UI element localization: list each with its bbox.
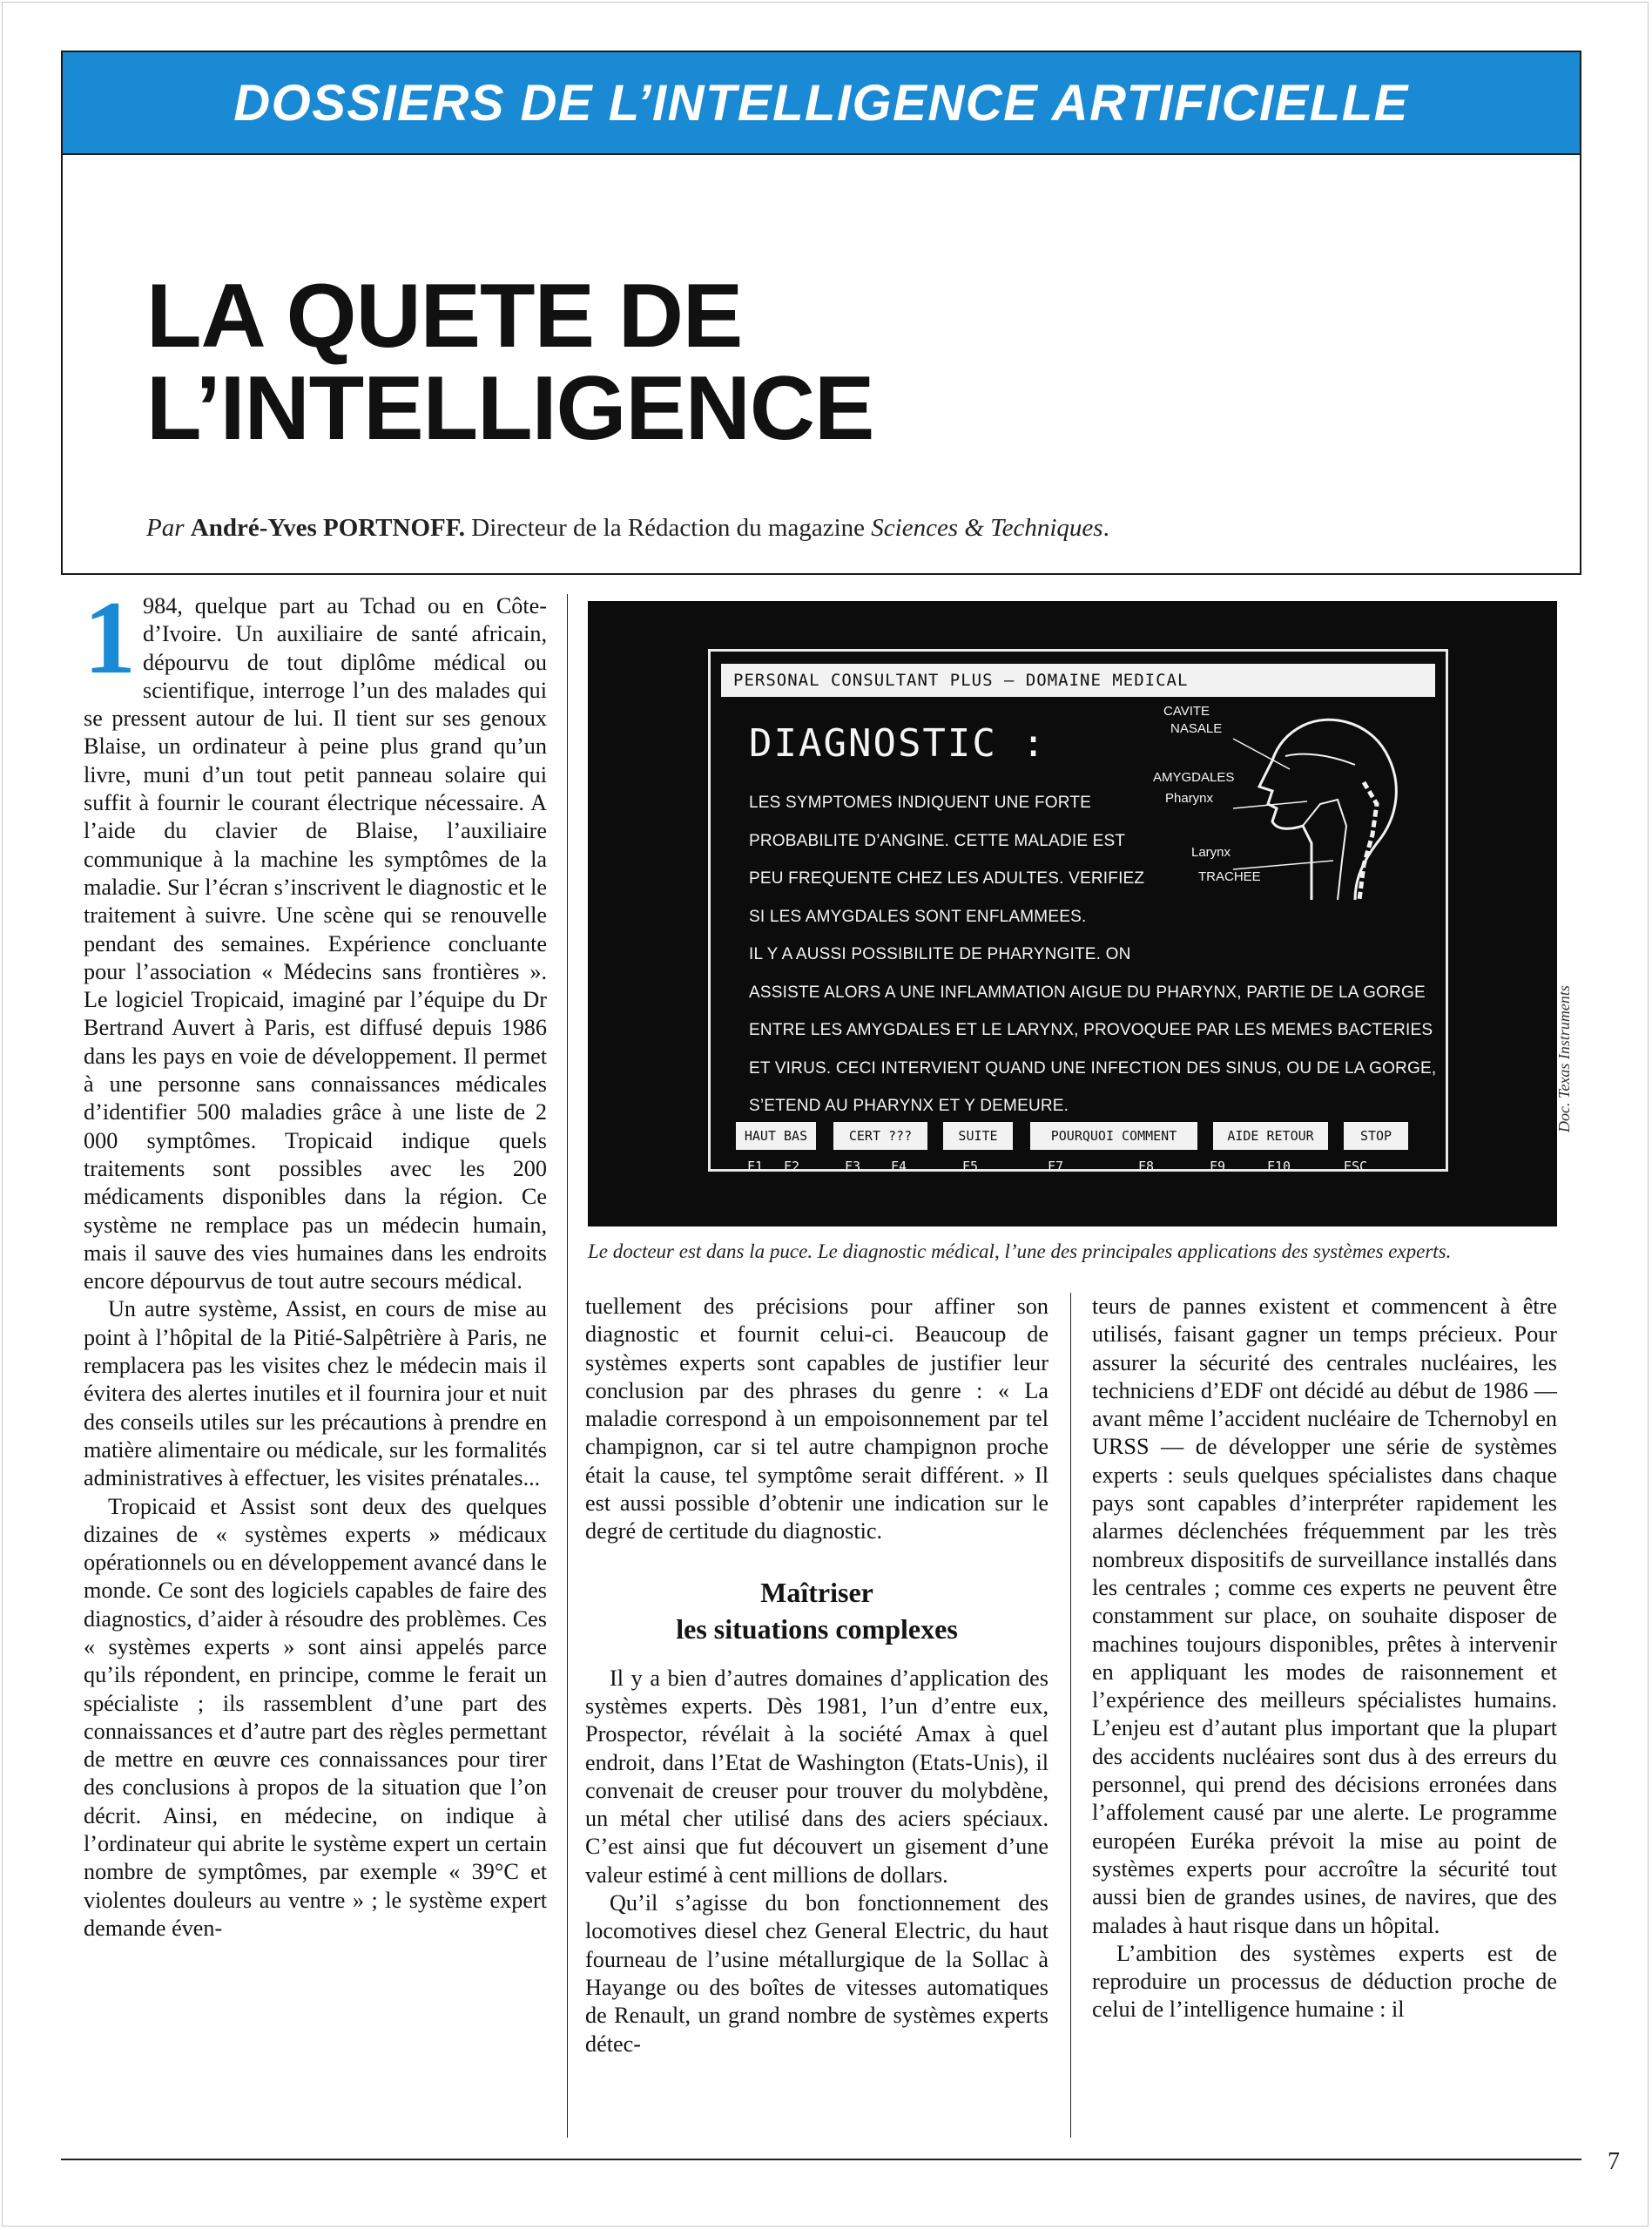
- fkey-number: F4: [891, 1159, 907, 1174]
- label-larynx: Larynx: [1191, 845, 1231, 860]
- paragraph: tuellement des précisions pour affiner son diagnostic et fournit celui-ci. Beaucoup de systèmes experts sont capables de justifier leur conclusion par des phrases du genre : « La maladie correspond à un empoisonnement par tel champignon, car si tel autre champignon proche était la cause, tel symptôme serait différent. » Il est aussi possible d’obtenir une indication sur le degré de certitude du diagnostic.: [585, 1294, 1049, 1544]
- paragraph: Il y a bien d’autres domaines d’application des systèmes experts. Dès 1981, l’un d’entre eux, Prospector, révélait à la société Amax à quel endroit, dans l’Etat de Washington (Etats-Unis), il convenait de creuser pour trouver du molybdène, un métal cher utilisé dans des aciers spéciaux. C’est ainsi que fut découvert un gisement d’une valeur estimé à cent millions de dollars.: [585, 1665, 1049, 1888]
- label-pharynx: Pharynx: [1165, 791, 1214, 806]
- screen-line: SI LES AMYGDALES SONT ENFLAMMEES.: [749, 907, 1087, 926]
- fkey-number: F5: [962, 1159, 979, 1174]
- article-title: [146, 266, 874, 459]
- fkey-pourquoi-comment[interactable]: POURQUOI COMMENT: [1030, 1122, 1197, 1150]
- article-header: [61, 51, 1581, 575]
- paragraph: L’ambition des systèmes experts est de reproduire un processus de déduction proche de celui de l’intelligence humaine : il: [1092, 1940, 1557, 2023]
- page-number: 7: [1608, 2148, 1620, 2175]
- fkey-number: F1: [747, 1159, 764, 1174]
- byline: [146, 514, 1109, 543]
- screen-line: ENTRE LES AMYGDALES ET LE LARYNX, PROVOQUEE PAR LES MEMES BACTERIES: [749, 1021, 1433, 1039]
- screen-line: PROBABILITE D’ANGINE. CETTE MALADIE EST: [749, 831, 1126, 850]
- screen-line: LES SYMPTOMES INDIQUENT UNE FORTE: [749, 794, 1092, 812]
- diagnostic-heading: DIAGNOSTIC :: [749, 721, 1047, 766]
- fkey-number: ESC: [1344, 1159, 1368, 1174]
- fkey-haut-bas[interactable]: HAUT BAS: [736, 1122, 816, 1150]
- drop-cap: 1: [84, 579, 136, 695]
- label-nasale: NASALE: [1170, 721, 1223, 736]
- bottom-rule: [61, 2159, 1581, 2160]
- screen-line: ASSISTE ALORS A UNE INFLAMMATION AIGUE DU PHARYNX, PARTIE DE LA GORGE: [749, 983, 1426, 1002]
- column-3: [1092, 1293, 1557, 2024]
- screen-line: ET VIRUS. CECI INTERVIENT QUAND UNE INFECTION DES SINUS, OU DE LA GORGE,: [749, 1058, 1437, 1078]
- photo-credit: Doc. Texas Instruments: [1555, 985, 1573, 1132]
- label-cavite: CAVITE: [1163, 704, 1210, 719]
- screen-line: IL Y A AUSSI POSSIBILITE DE PHARYNGITE. ON: [749, 945, 1131, 963]
- column-rule: [567, 594, 568, 2138]
- fkey-number: F9: [1210, 1159, 1226, 1174]
- fkey-number: F8: [1138, 1159, 1155, 1174]
- fkey-suite[interactable]: SUITE: [943, 1122, 1013, 1150]
- paragraph-text: 984, quelque part au Tchad ou en Côte-d’Ivoire. Un auxiliaire de santé africain, dépourvu de tout diplôme médical ou scientifique, interroge l’un des malades qui se pressent autour de lui. Il tient sur ses genoux Blaise, un ordinateur à peine plus grand qu’un livre, muni d’un tout petit panneau solaire qui suffit à fournir le courant électrique nécessaire. A l’aide du clavier de Blaise, l’auxiliaire communique à la machine les symptômes de la maladie. Sur l’écran s’inscrivent le diagnostic et le traitement à suivre. Une scène qui se renouvelle pendant des semaines. Expérience concluante pour l’association « Médecins sans frontières ». Le logiciel Tropicaid, imaginé par l’équipe du Dr Bertrand Auvert à Paris, est diffusé depuis 1986 dans les pays en voie de développement. Il permet à une personne sans connaissances médicales d’identifier 500 maladies grâce à une liste de 2 000 symptômes. Tropicaid indique quels traitements sont possibles avec les 200 médicaments disponibles dans la région. Ce système ne remplace pas un médecin humain, mais il sauve des vies humaines dans les endroits encore dépourvus de tout autre secours médical.: [84, 593, 547, 1294]
- title-line-2: L’INTELLIGENCE: [146, 358, 874, 459]
- label-amygdales: AMYGDALES: [1153, 770, 1235, 785]
- paragraph: teurs de pannes existent et commencent à être utilisés, faisant gagner un temps précieux. Pour assurer la sécurité des centrales nucléaires, les techniciens d’EDF ont décidé au début de 1986 — avant même l’accident nucléaire de Tchernobyl en URSS — de développer une série de systèmes experts : seuls quelques spécialistes dans chaque pays sont capables d’interpréter rapidement les alarmes déclenchées fréquemment par les très nombreux dispositifs de surveillance installés dans les centrales ; comme ces experts ne peuvent être constamment sur place, on souhaite disposer de machines toujours disponibles, prêtes à intervenir en appliquant les modes de raisonnement et l’expérience des meilleurs spécialistes humains. L’enjeu est d’autant plus important que la plupart des accidents nucléaires sont dus à des erreurs du personnel, qui prend des décisions erronées dans l’affolement causé par une alerte. Le programme européen Euréka prévoit la mise au point de systèmes experts pour accroître la sécurité tout aussi bien de grandes usines, de navires, que des malades à haut risque dans un hôpital.: [1092, 1294, 1557, 1938]
- paragraph: [84, 579, 547, 1295]
- label-trachee: TRACHEE: [1198, 869, 1261, 884]
- subheading-line-1: Maîtriser: [760, 1576, 873, 1608]
- fkey-number: F3: [845, 1159, 861, 1174]
- screen-title-bar: PERSONAL CONSULTANT PLUS — DOMAINE MEDICAL: [721, 664, 1435, 697]
- screen-line: PEU FREQUENTE CHEZ LES ADULTES. VERIFIEZ: [749, 869, 1145, 888]
- byline-end: .: [1102, 514, 1109, 542]
- title-line-1: LA QUETE DE: [146, 266, 743, 367]
- paragraph: Un autre système, Assist, en cours de mise au point à l’hôpital de la Pitié-Salpêtrière à Paris, ne remplacera pas les visites chez le médecin mais il évitera des alertes inutiles et il fournira jour et nuit des conseils utiles sur les précautions à prendre en matière alimentaire ou médicale, sur les formalités administratives à effectuer, les visites prénatales...: [84, 1296, 547, 1491]
- fkey-number: F7: [1048, 1159, 1064, 1174]
- fkey-cert[interactable]: CERT ???: [833, 1122, 927, 1150]
- column-2: [585, 1293, 1049, 2058]
- fkey-number: F10: [1267, 1159, 1291, 1174]
- column-rule: [1070, 1293, 1071, 2138]
- fkey-aide-retour[interactable]: AIDE RETOUR: [1213, 1122, 1328, 1150]
- byline-author: André-Yves PORTNOFF.: [190, 514, 466, 542]
- fkey-number: F2: [784, 1159, 800, 1174]
- column-1: [84, 579, 547, 1943]
- byline-role: Directeur de la Rédaction du magazine: [465, 514, 872, 542]
- byline-prefix: Par: [146, 514, 191, 542]
- paragraph: Tropicaid et Assist sont deux des quelques dizaines de « systèmes experts » médicaux opérationnels ou en développement avancé dans le monde. Ce sont des logiciels capables de faire des diagnostics, d’aider à résoudre des problèmes. Ces « systèmes experts » sont ainsi appelés parce qu’ils répondent, en principe, comme le ferait un spécialiste ; ils rassemblent d’une part des connaissances et d’autre part des règles permettant de mettre en œuvre ces connaissances pour tirer des conclusions à propos de la situation que l’on décrit. Ainsi, en médecine, on indique à l’ordinateur qui abrite le système expert un certain nombre de symptômes, par exemple « 39°C et violentes douleurs au ventre » ; le système expert demande éven-: [84, 1493, 547, 1941]
- subheading-line-2: les situations complexes: [676, 1612, 958, 1645]
- paragraph: Qu’il s’agisse du bon fonctionnement des locomotives diesel chez General Electric, du haut fourneau de l’usine métallurgique de la Sollac à Hayange ou des boîtes de vitesses automatiques de Renault, un grand nombre de systèmes experts détec-: [585, 1890, 1049, 2057]
- figure-screen-photo: [588, 601, 1557, 1226]
- banner-text: DOSSIERS DE L’INTELLIGENCE ARTIFICIELLE: [233, 74, 1409, 132]
- section-banner: [63, 52, 1580, 155]
- computer-screen: [708, 649, 1448, 1172]
- byline-magazine: Sciences & Techniques: [871, 514, 1103, 542]
- figure-caption: Le docteur est dans la puce. Le diagnostic médical, l’une des principales applications des systèmes experts.: [588, 1240, 1452, 1262]
- fkey-stop[interactable]: STOP: [1344, 1122, 1408, 1150]
- screen-line: S’ETEND AU PHARYNX ET Y DEMEURE.: [749, 1097, 1069, 1115]
- section-subheading: [585, 1574, 1049, 1647]
